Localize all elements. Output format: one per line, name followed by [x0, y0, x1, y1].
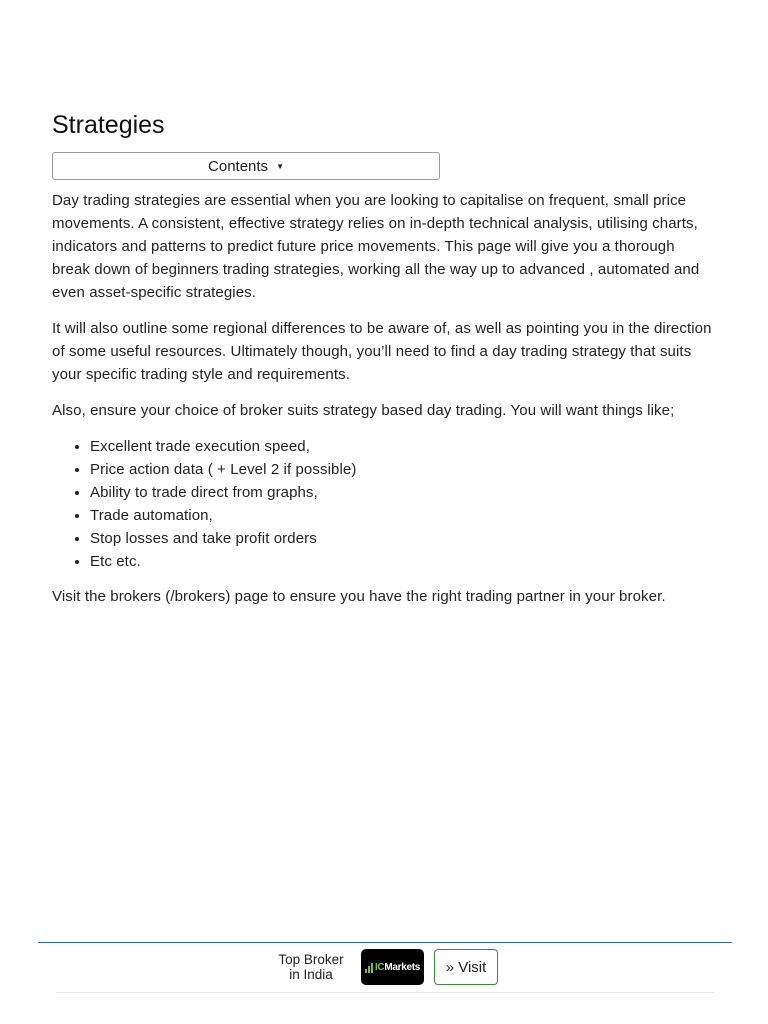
- broker-paragraph: Also, ensure your choice of broker suits strategy based day trading. You will want things like;: [52, 402, 675, 419]
- list-item: • Price action data ( + Level 2 if possible): [90, 458, 716, 481]
- list-item: • Etc etc.: [90, 550, 716, 573]
- chart-bars-icon: [365, 961, 374, 973]
- contents-label: Contents: [208, 157, 269, 175]
- article-content: [52, 108, 716, 621]
- top-broker-line1: Top Broker: [278, 952, 344, 967]
- regional-paragraph: It will also outline some regional differences to be aware of, as well as pointing you in the direction of some useful resources. Ultimately though, you’ll need to find a day trading strategy that suits your specific trading style and requirements.: [52, 320, 712, 383]
- list-item: • Trade automation,: [90, 504, 716, 527]
- top-broker-line2: in India: [289, 967, 333, 982]
- broker-features-list: [52, 435, 716, 573]
- caret-down-icon: ▼: [276, 161, 284, 171]
- list-item: • Excellent trade execution speed,: [90, 435, 716, 458]
- sticky-broker-bar: [38, 942, 732, 991]
- closing-paragraph: Visit the brokers (/brokers) page to ensure you have the right trading partner in your broker.: [52, 588, 666, 605]
- contents-dropdown-button[interactable]: [52, 152, 440, 180]
- list-item: • Stop losses and take profit orders: [90, 527, 716, 550]
- visit-broker-button[interactable]: » Visit: [434, 949, 498, 985]
- list-item: • Ability to trade direct from graphs,: [90, 481, 716, 504]
- top-broker-label: [273, 952, 349, 982]
- logo-markets-text: Markets: [384, 961, 421, 973]
- ic-markets-logo[interactable]: [361, 949, 424, 985]
- logo-ic-text: IC: [374, 961, 385, 973]
- footer-divider: [56, 992, 714, 993]
- page-title: Strategies: [52, 111, 165, 139]
- broker-bar-inner: [273, 949, 498, 985]
- intro-paragraph: Day trading strategies are essential when you are looking to capitalise on frequent, small price movements. A consistent, effective strategy relies on in-depth technical analysis, utilising charts, indicators and patterns to predict future price movements. This page will give you a thorough break down of beginners trading strategies, working all the way up to advanced , automated and even asset-specific strategies.: [52, 192, 700, 301]
